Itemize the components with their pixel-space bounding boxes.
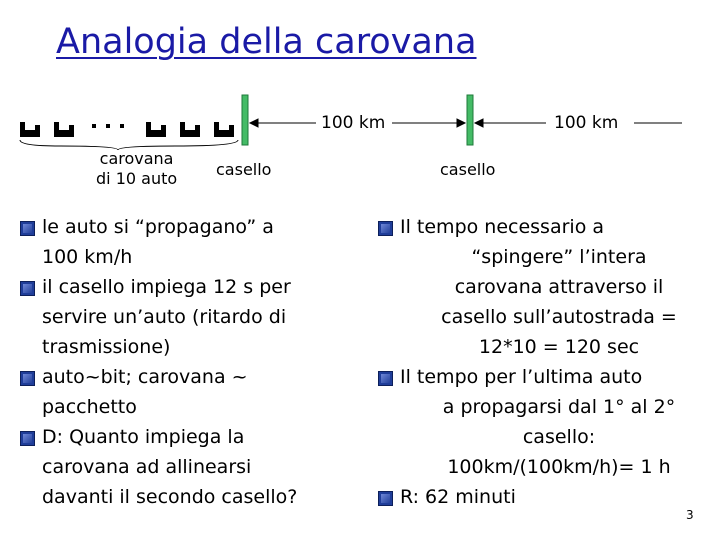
bullet-question: [20, 422, 360, 512]
bullet-line: trasmissione): [42, 336, 171, 358]
distance-label-1: 100 km: [321, 113, 386, 133]
bullet-push-time: [378, 212, 718, 362]
bullet-line: le auto si “propagano” a: [42, 216, 274, 238]
bullet-line: 100km/(100km/h)= 1 h: [447, 456, 671, 478]
bullet-line: “spingere” l’intera: [471, 246, 647, 268]
slide-title: Analogia della carovana: [56, 22, 477, 62]
bullet-line: davanti il secondo casello?: [42, 486, 298, 508]
car-icon: [20, 122, 40, 137]
bullet-line: casello:: [522, 426, 596, 448]
bullet-line: D: Quanto impiega la: [42, 426, 245, 448]
car-icon: [54, 122, 74, 137]
bullet-line: il casello impiega 12 s per: [42, 276, 291, 298]
tollbooth-1-icon: [242, 95, 248, 145]
tollbooth-2-icon: [467, 95, 473, 145]
ellipsis-dot: [120, 124, 124, 128]
right-bullet-list: [378, 212, 718, 512]
bullet-last-car-time: [378, 362, 718, 482]
car-icon: [146, 122, 166, 137]
bullet-line: 100 km/h: [42, 246, 133, 268]
arrow-1-right-head: [457, 119, 465, 127]
bullet-line: R: 62 minuti: [400, 486, 516, 508]
bullet-line: casello sull’autostrada =: [441, 306, 677, 328]
tollbooth-1-label: casello: [216, 160, 272, 179]
car-icon: [180, 122, 200, 137]
caravan-label-line-2: di 10 auto: [96, 169, 178, 188]
caravan-diagram: [0, 0, 720, 200]
bullet-analogy: [20, 362, 360, 422]
ellipsis-dot: [92, 124, 96, 128]
car-icon: [214, 122, 234, 137]
arrow-2-left-head: [475, 119, 483, 127]
distance-label-2: 100 km: [554, 113, 619, 133]
bullet-line: carovana attraverso il: [454, 276, 664, 298]
bullet-square-icon: [378, 491, 393, 506]
bullet-square-icon: [20, 221, 35, 236]
bullet-service-time: [20, 272, 360, 362]
bullet-square-icon: [20, 281, 35, 296]
bullet-line: 12*10 = 120 sec: [478, 336, 640, 358]
bullet-line: servire un’auto (ritardo di: [42, 306, 287, 328]
bullet-line: a propagarsi dal 1° al 2°: [442, 396, 676, 418]
bullet-square-icon: [378, 221, 393, 236]
bullet-square-icon: [20, 431, 35, 446]
bullet-propagation: [20, 212, 360, 272]
caravan-label: [96, 149, 177, 189]
bullet-line: pacchetto: [42, 396, 137, 418]
arrow-1-left-head: [250, 119, 258, 127]
bullet-line: auto~bit; carovana ~: [42, 366, 248, 388]
bullet-square-icon: [20, 371, 35, 386]
bullet-square-icon: [378, 371, 393, 386]
page-number: 3: [686, 508, 694, 522]
caravan-label-line-1: carovana: [99, 149, 174, 168]
bullet-answer: [378, 482, 718, 512]
ellipsis-dot: [106, 124, 110, 128]
left-bullet-list: [20, 212, 360, 512]
tollbooth-2-label: casello: [440, 160, 496, 179]
bullet-line: Il tempo per l’ultima auto: [400, 366, 643, 388]
bullet-line: carovana ad allinearsi: [42, 456, 252, 478]
bullet-line: Il tempo necessario a: [400, 216, 604, 238]
